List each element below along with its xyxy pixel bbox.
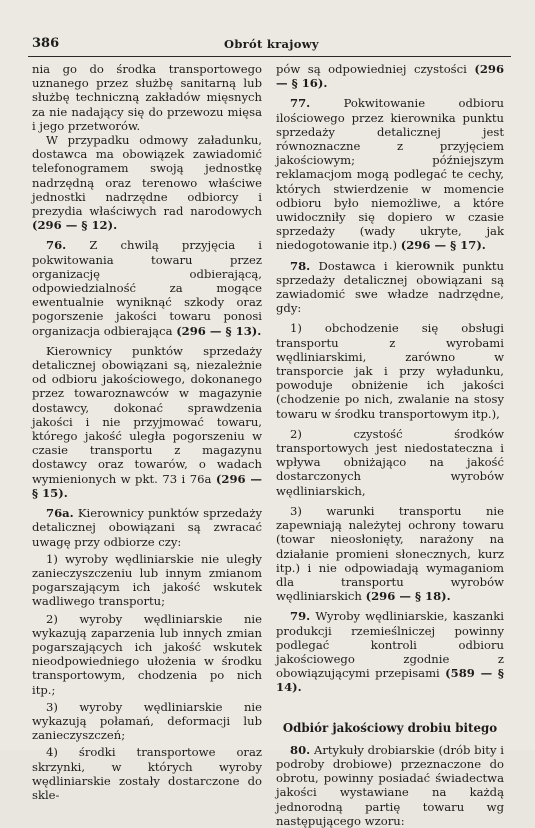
page-header [28,34,507,54]
paragraph-79: 79. Wyroby wędliniarskie, kaszanki produkcji rzemieślniczej powinny podlegać kontroli odbioru jakościowego zgodnie z obowiązującymi przepisami (589 — § 14). [276,609,505,695]
paragraph: W przypadku odmowy załadunku, dostawca ma obowiązek zawiadomić telefonogramem swoją jednostkę nadrzędną oraz terenowo właściwe jednostki nadrzędne odbiorcy i prezydia właściwych rad narodowych (296 — § 12). [32,133,262,233]
header-rule [28,56,511,57]
paragraph-number: 79. [290,609,311,624]
paragraph-76: 76. Z chwilą przyjęcia i pokwitowania towaru przez organizację odbierającą, odpowiedzialność za mogące ewentualnie wyniknąć szkody oraz pogorszenie jakości towaru ponosi organizacja odbierająca (296 — § 13). [32,238,262,338]
list-item: 1) wyroby wędliniarskie nie uległy zanieczyszczeniu lub innym zmianom pogarszającym ich jakość wskutek wadliwego transportu; [32,551,262,609]
legal-reference: (296 — § 17). [400,238,486,253]
running-title: Obrót krajowy [224,37,319,51]
legal-reference: (296 — § 15). [32,471,262,500]
paragraph-number: 77. [290,96,311,111]
legal-reference: (296 — § 16). [276,62,505,91]
list-item: 2) wyroby wędliniarskie nie wykazują zaparzenia lub innych zmian pogarszających ich jakość wskutek nieodpowiedniego ułożenia w środku transportowym, chodzenia po nich itp.; [32,611,262,697]
list-item: 3) warunki transportu nie zapewniają należytej ochrony towaru (towar nieosłonięty, narażony na działanie promieni słonecznych, kurz itp.) i nie odpowiadają wymaganiom dla transportu wyrobów wędliniarskich (296 — § 18). [276,503,504,604]
paragraph-continued: pów są odpowiedniej czystości (296 — § 16). [276,62,505,91]
list-item: 3) wyroby wędliniarskie nie wykazują połamań, deformacji lub zanieczyszczeń; [32,699,262,743]
paragraph: Kierownicy punktów sprzedaży detalicznej obowiązani są, niezależnie od odbioru jakościowego, dokonanego przez towaroznawców w magazynie dostawcy, dokonać sprawdzenia jakości i nie przyjmować towaru, którego jakość uległa pogorszeniu w czasie transportu z magazynu dostawcy oraz towarów, o wadach wymienionych w pkt. 73 i 76a (296 — § 15). [32,343,262,500]
legal-reference: (296 — § 13). [176,323,262,338]
legal-reference: (296 — § 18). [365,589,451,604]
page-number: 386 [32,36,60,51]
left-column [32,62,262,802]
list-item: 1) obchodzenie się obsługi transportu z wyrobami wędliniarskimi, zarówno w transporcie jak i przy wyładunku, powoduje obniżenie ich jakości (chodzenie po nich, zwalanie na stosy towaru w środku transportowym itp.), [276,321,504,421]
paragraph-77: 77. Pokwitowanie odbioru ilościowego przez kierownika punktu sprzedaży detalicznej jest równoznaczne z przyjęciem jakościowym; późniejszym reklamacjom mogą podlegać te cechy, których stwierdzenie w momencie odbioru było niemożliwe, a które uwidoczniły się dopiero w czasie sprzedaży (wady ukryte, jak niedogotowanie itp.) (296 — § 17). [276,96,505,253]
list-item: 4) środki transportowe oraz skrzynki, w których wyroby wędliniarskie zostały dostarczone do skle- [32,745,262,802]
paragraph-number: 80. [290,742,311,757]
legal-reference: (296 — § 12). [32,218,118,233]
right-column [276,62,504,828]
paragraph-continued: nia go do środka transportowego uznanego przez służbę sanitarną lub służbę techniczną zakładów mięsnych za nie nadający się do przewozu mięsa i jego przetworów. [32,62,262,133]
list-item: 2) czystość środków transportowych jest niedostateczna i wpływa obniżająco na jakość dostarczonych wyrobów wędliniarskich, [276,426,504,498]
paragraph-80: 80. Artykuły drobiarskie (drób bity i podroby drobiowe) przeznaczone do obrotu, powinny posiadać świadectwa jakości wystawiane na każdą jednorodną partię towaru wg następującego wzoru: [276,742,504,828]
paragraph-76a: 76a. Kierownicy punktów sprzedaży detalicznej obowiązani są zwracać uwagę przy odbiorze czy: [32,506,262,549]
paragraph-number: 78. [290,258,311,273]
paragraph-number: 76a. [46,506,74,521]
paragraph-number: 76. [46,238,67,253]
paragraph-78: 78. Dostawca i kierownik punktu sprzedaży detalicznej obowiązani są zawiadomić swe władze nadrzędne, gdy: [276,258,504,316]
section-heading: Odbiór jakościowy drobiu bitego [282,720,498,735]
legal-reference: (589 — § 14). [276,666,504,695]
